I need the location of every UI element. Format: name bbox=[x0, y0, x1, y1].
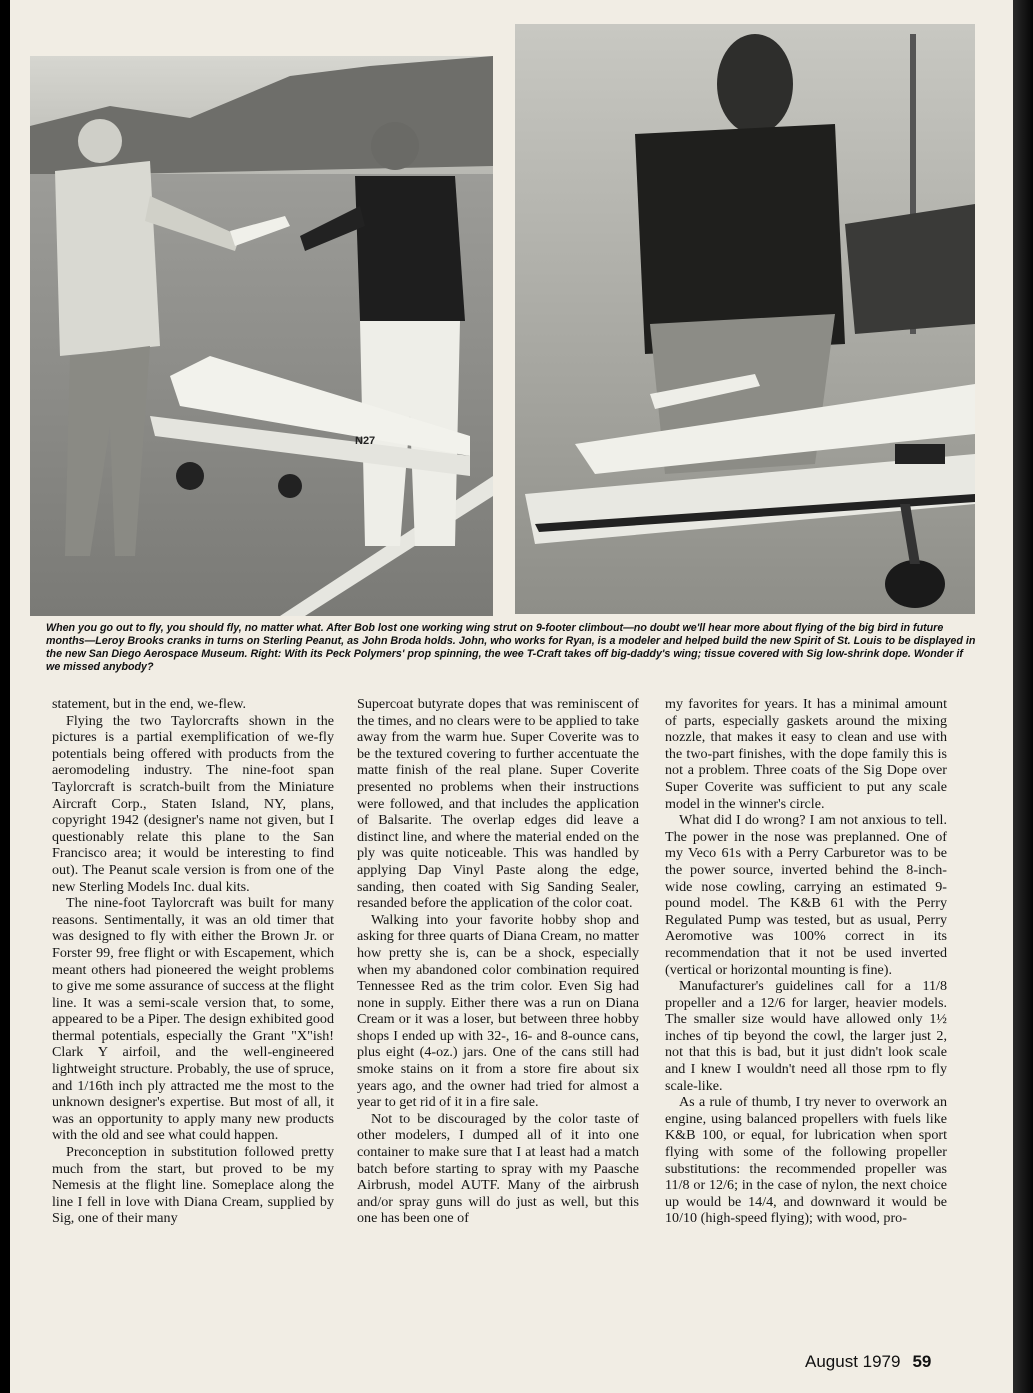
paragraph: As a rule of thumb, I try never to overwork an engine, using balanced propellers with fuels like K&B 100, or equal, for lubrication when sport flying with some of the following propeller substitutions: the recommended propeller was 11/8 or 12/6; in the case of nylon, the next choice up would be 14/4, and downward it would be 10/10 (high-speed flying); with wood, pro- bbox=[665, 1094, 947, 1227]
paragraph: Flying the two Taylorcrafts shown in the pictures is a partial exemplification of we-fly potentials being offered with products from the aeromodeling industry. The nine-foot span Taylorcraft is scratch-built from the Miniature Aircraft Corp., Staten Island, NY, plans, copyright 1942 (designer's name not given, but I questionably relate this plane to the San Francisco area; it would be interesting to find out). The Peanut scale version is from one of the new Sterling Models Inc. dual kits. bbox=[52, 712, 334, 895]
photo-right-image bbox=[515, 24, 975, 614]
paragraph: Supercoat butyrate dopes that was reminiscent of the times, and no clears were to be applied to take away from the warm hue. Super Coverite was to be the textured covering to further accentuate the matte finish of the real plane. Super Coverite presented no problems when their instructions were followed, and that includes the application of Balsarite. The overlap edges did leave a distinct line, and where the material ended on the ply was quite noticeable. This was handled by applying Dap Vinyl Paste along the edge, sanding, then coated with Sig Sanding Sealer, resanded before the application of the color coat. bbox=[357, 696, 639, 912]
issue-date: August 1979 bbox=[805, 1352, 901, 1371]
paragraph: my favorites for years. It has a minimal amount of parts, especially gaskets around the mixing nozzle, that makes it easy to clean and use with the two-part finishes, with the dope family this is not a problem. Three coats of the Sig Dope over Super Coverite was sufficient to put any scale model in the winner's circle. bbox=[665, 696, 947, 812]
photo-caption: When you go out to fly, you should fly, no matter what. After Bob lost one working wing strut on 9-footer climbout—no doubt we'll hear more about flying of the big bird in future months—Leroy Brooks cranks in turns on Sterling Peanut, as John Broda holds. John, who works for Ryan, is a modeler and helped build the new Spirit of St. Louis to be displayed in the new San Diego Aerospace Museum. Right: With its Peck Polymers' prop spinning, the wee T-Craft takes off big-daddy's wing; tissue covered with Sig low-shrink dope. Wonder if we missed anybody? bbox=[46, 622, 976, 673]
photo-left-image bbox=[30, 56, 493, 616]
paragraph: Not to be discouraged by the color taste of other modelers, I dumped all of it into one container to make sure that I at least had a match batch before starting to spray with my Paasche Airbrush, model AUTF. Many of the airbrush and/or spray guns will do just as well, but this one has been one of bbox=[357, 1110, 639, 1227]
text-column-1 bbox=[52, 696, 334, 1227]
text-column-3 bbox=[665, 696, 947, 1227]
text-column-2 bbox=[357, 696, 639, 1227]
page-footer bbox=[805, 1352, 931, 1372]
paragraph: The nine-foot Taylorcraft was built for many reasons. Sentimentally, it was an old timer that was designed to fly with either the Brown Jr. or Forster 99, free flight or with Escapement, which meant others had pioneered the weight problems to give me some assurance of success at the flight line. It was a semi-scale version that, to some, appeared to be a Piper. The design exhibited good thermal potentials, especially the Grant "X"ish! Clark Y airfoil, and the well-engineered lightweight structure. Probably, the use of spruce, and 1/16th inch ply attracted me the most to the unknown designer's expertise. But most of all, it was an opportunity to apply many new products with the old and see what could happen. bbox=[52, 895, 334, 1144]
photo-right-takeoff bbox=[515, 24, 975, 614]
page-number: 59 bbox=[912, 1352, 932, 1371]
paragraph: Manufacturer's guidelines call for a 11/8 propeller and a 12/6 for larger, heavier models. The smaller size would have allowed only 1½ inches of tip beyond the cowl, the larger just 2, not that this is bad, but it just didn't look scale and I knew I wouldn't need all those rpm to fly scale-like. bbox=[665, 978, 947, 1094]
paragraph: What did I do wrong? I am not anxious to tell. The power in the nose was preplanned. One of my Veco 61s with a Perry Carburetor was to be the power source, inverted behind the 8-inch-wide nose cowling, carrying an estimated 9-pound model. The K&B 61 with the Perry Regulated Pump was tested, but as usual, Perry Aeromotive was 100% correct in its recommendation that it not be used inverted (vertical or horizontal mounting is fine). bbox=[665, 812, 947, 978]
photo-left-modelers-field bbox=[30, 56, 493, 616]
scan-edge bbox=[1013, 0, 1033, 1393]
paragraph: Preconception in substitution followed pretty much from the start, but proved to be my Nemesis at the flight line. Someplace along the line I fell in love with Diana Cream, supplied by Sig, one of their many bbox=[52, 1144, 334, 1227]
plane-registration-label: N27 bbox=[355, 435, 376, 447]
paragraph: statement, but in the end, we-flew. bbox=[52, 696, 246, 712]
magazine-page bbox=[10, 0, 1013, 1393]
paragraph: Walking into your favorite hobby shop and asking for three quarts of Diana Cream, no matter how pretty she is, can be a shock, especially when my abandoned color combination required Tennessee Red as the trim color. Even Sig had none in supply. Either there was a run on Diana Cream or it was a loser, but between three hobby shops I ended up with 32-, 16- and 8-ounce cans, plus eight (4-oz.) jars. One of the cans still had smoke stains on it from a store fire about six years ago, and the owner had tried for almost a year to get rid of it in a fire sale. bbox=[357, 911, 639, 1111]
